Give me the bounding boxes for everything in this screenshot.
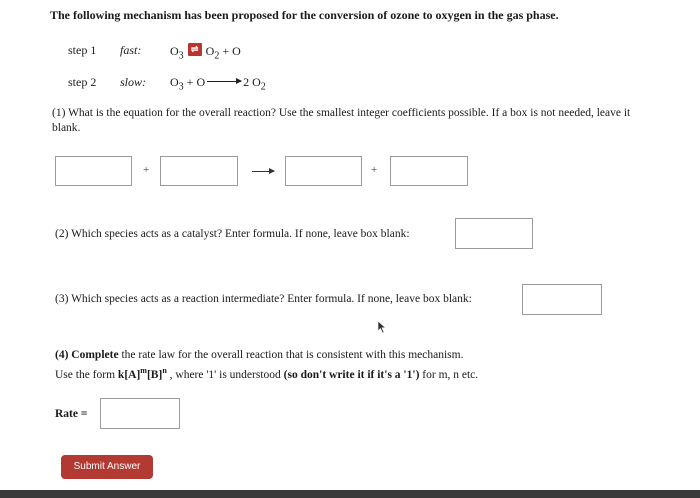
plus-sign-1: +	[143, 164, 150, 176]
overall-product-1-input[interactable]	[285, 156, 362, 186]
submit-answer-button[interactable]: Submit Answer	[61, 455, 153, 479]
reversible-arrow-icon[interactable]: ⇌	[188, 43, 202, 56]
question-1-text: (1) What is the equation for the overall reaction? Use the smallest integer coefficients possible. If a box is not needed, leave it blank.	[52, 107, 631, 134]
question-3-text: (3) Which species acts as a reaction intermediate? Enter formula. If none, leave box blank:	[55, 293, 472, 305]
rate-law-input[interactable]	[100, 398, 180, 429]
step-2-label: step 2	[68, 75, 97, 89]
intermediate-input[interactable]	[522, 284, 602, 315]
question-4-line-2: Use the form $k[A]^m[B]^n$ , where '1' is understood (so don't write it if it's a '1') for m, n etc.	[55, 366, 479, 381]
overall-reactant-1-input[interactable]	[55, 156, 132, 186]
rate-label: Rate =	[55, 408, 88, 420]
overall-product-2-input[interactable]	[390, 156, 468, 186]
reaction-arrow-icon	[207, 81, 241, 82]
overall-reaction-arrow-icon	[252, 171, 274, 172]
step-2-product: 2 O	[243, 75, 261, 89]
catalyst-input[interactable]	[455, 218, 533, 249]
step-1-product: O	[205, 44, 215, 58]
step-1-label: step 1	[68, 43, 97, 57]
intro-text: The following mechanism has been proposed for the conversion of ozone to oxygen in the gas phase.	[50, 8, 559, 22]
question-4-line-1: (4) Complete the rate law for the overall reaction that is consistent with this mechanism.	[55, 349, 464, 361]
step-1-speed: fast:	[120, 43, 142, 57]
plus-sign-2: +	[371, 164, 378, 176]
question-2-text: (2) Which species acts as a catalyst? Enter formula. If none, leave box blank:	[55, 228, 410, 240]
step-2-equation: $O_3 + O$ 2 $O_2$	[170, 75, 266, 93]
step-1-equation: $O_3\rightleftharpoons$ $O_2 + O$	[170, 44, 241, 62]
step-2-speed: slow:	[120, 75, 147, 89]
mouse-cursor-icon	[377, 320, 387, 334]
overall-reactant-2-input[interactable]	[160, 156, 238, 186]
step-2-reactant: O	[170, 75, 179, 89]
bottom-bar	[0, 490, 700, 498]
step-1-reactant: O	[170, 44, 179, 58]
